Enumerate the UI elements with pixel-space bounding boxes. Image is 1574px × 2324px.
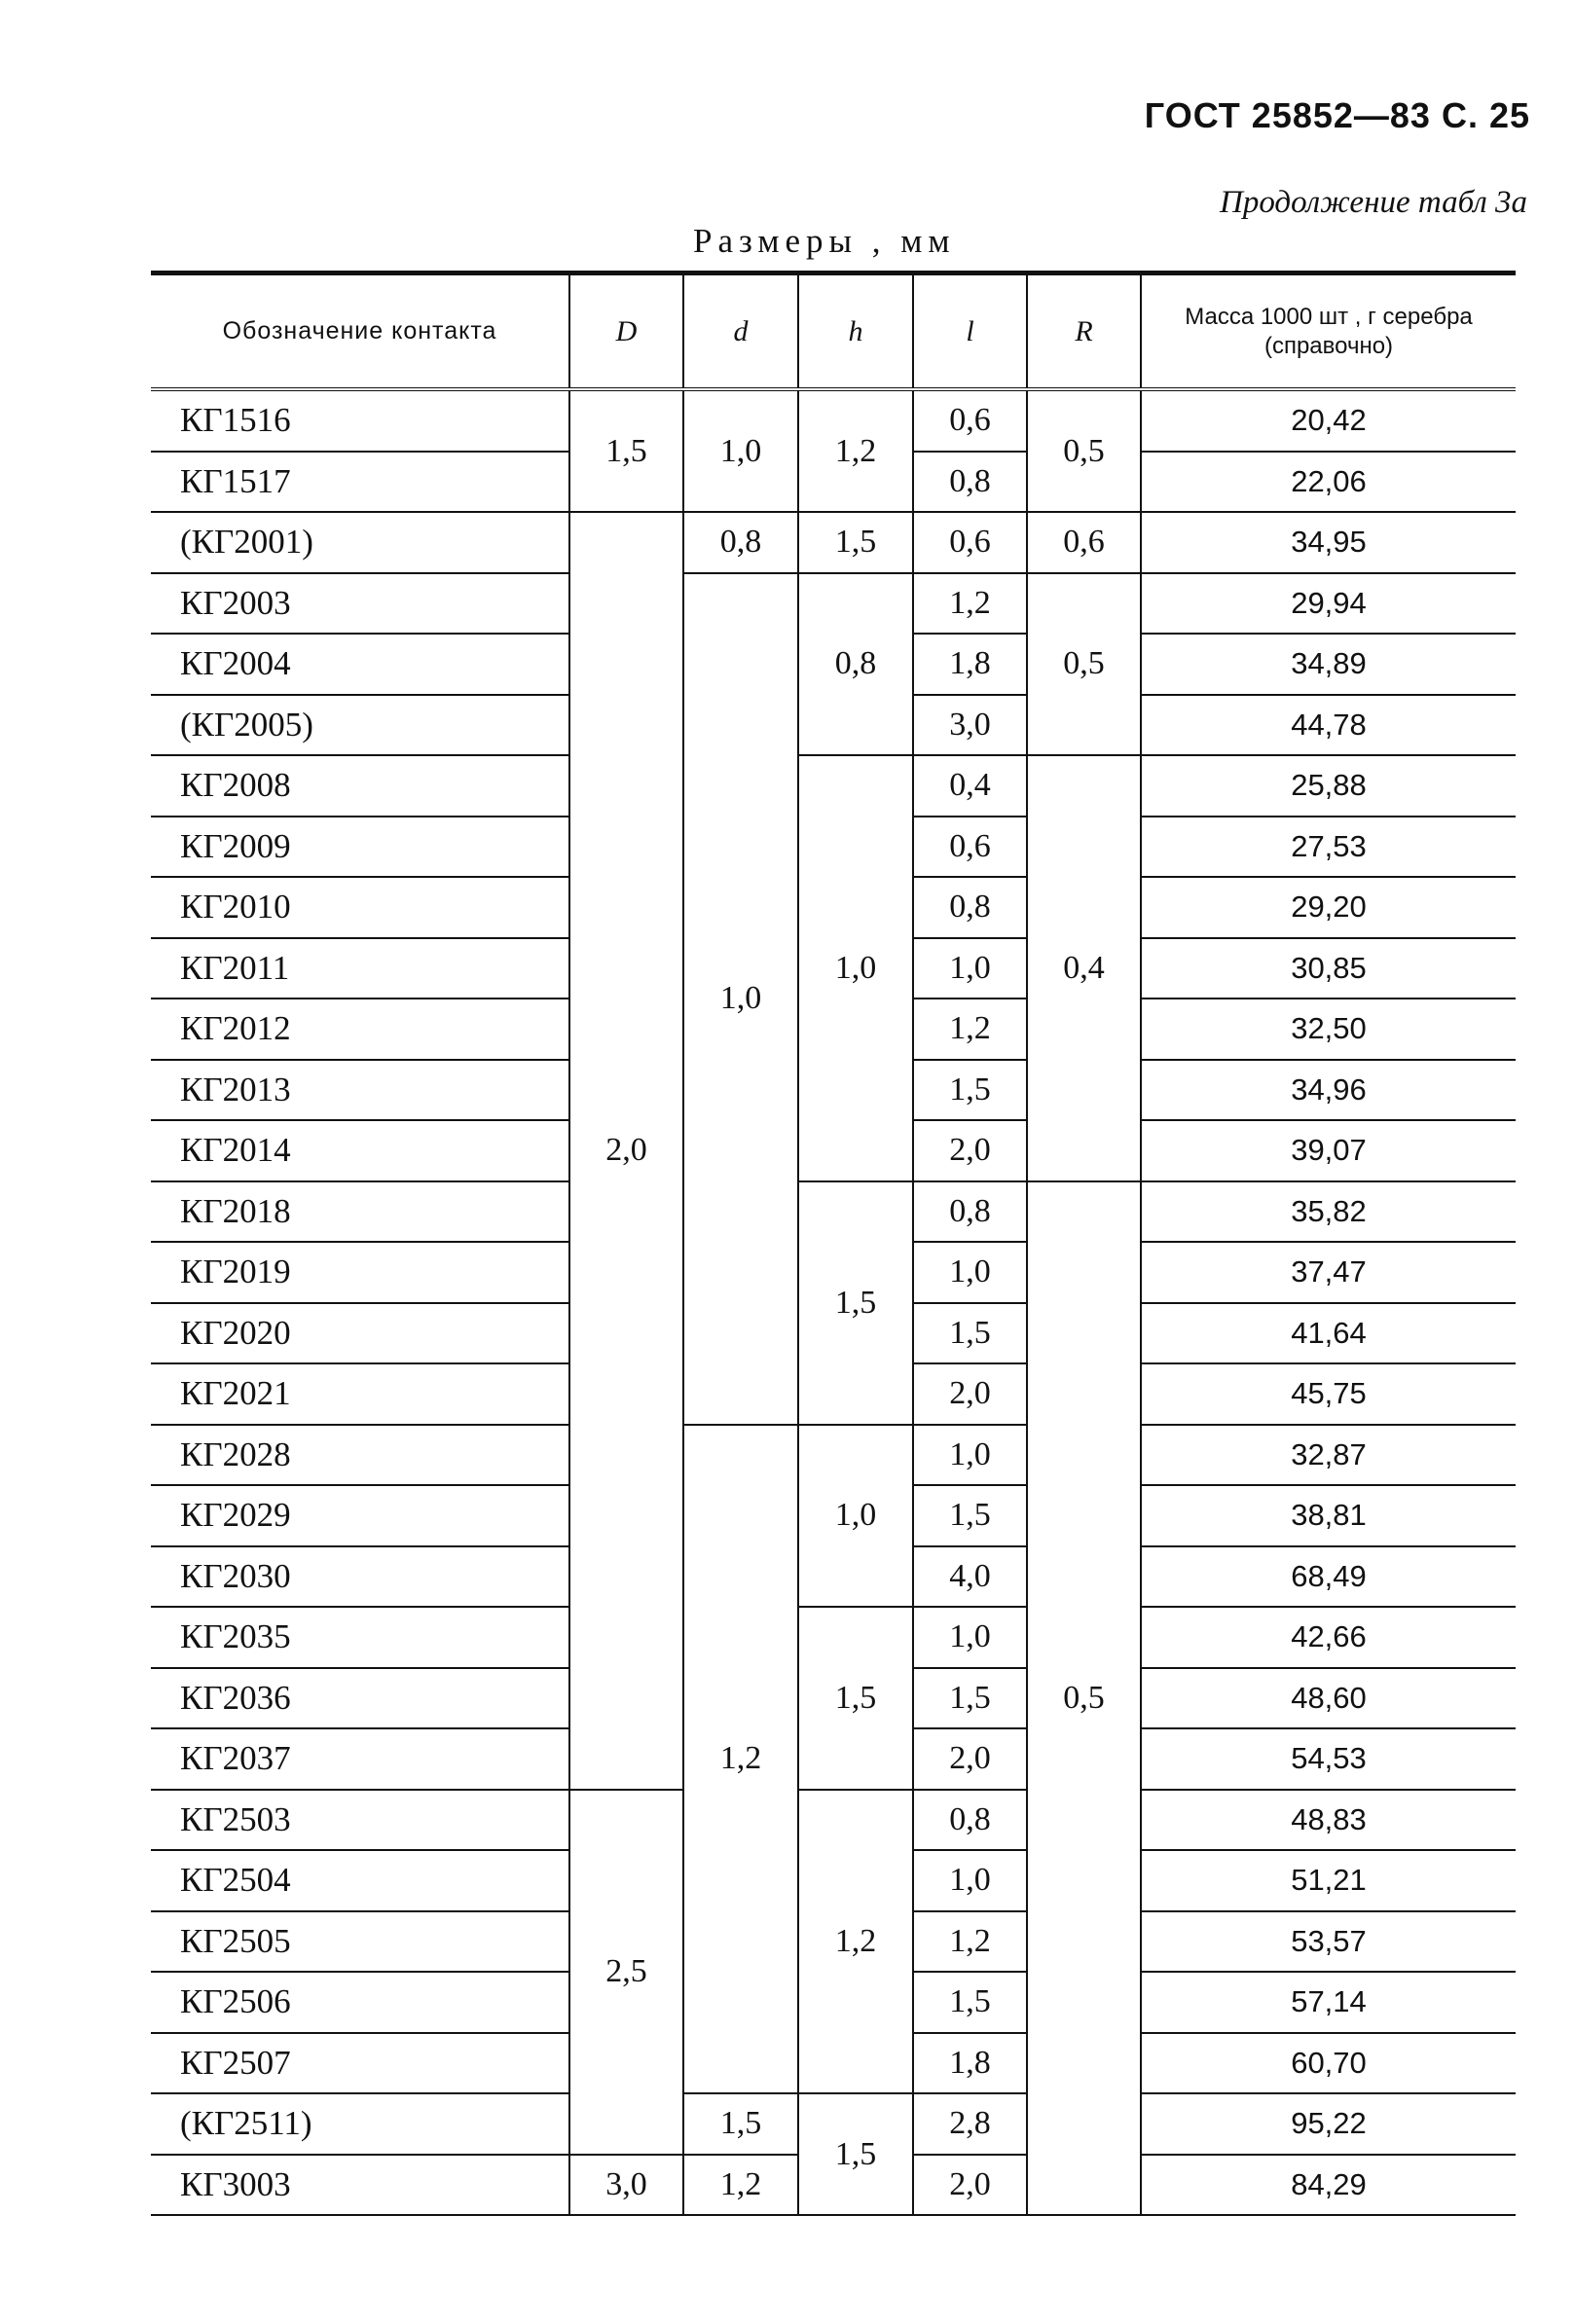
cell-contact-designation: КГ2009 <box>151 817 569 878</box>
cell-contact-designation: КГ2003 <box>151 573 569 635</box>
table-row <box>151 2093 1516 2155</box>
cell-h-group: 1,5 <box>798 2093 913 2215</box>
cell-l: 1,5 <box>913 1668 1027 1729</box>
cell-R-group: 0,5 <box>1027 573 1141 756</box>
cell-contact-designation: КГ2010 <box>151 877 569 938</box>
cell-contact-designation: КГ2507 <box>151 2033 569 2094</box>
document-reference: ГОСТ 25852—83 С. 25 <box>1144 95 1530 135</box>
table-row <box>151 1425 1516 1486</box>
cell-mass: 32,87 <box>1141 1425 1516 1486</box>
cell-l: 1,0 <box>913 938 1027 999</box>
cell-mass: 34,89 <box>1141 634 1516 695</box>
cell-mass: 44,78 <box>1141 695 1516 756</box>
cell-mass: 48,83 <box>1141 1790 1516 1851</box>
cell-l: 1,0 <box>913 1425 1027 1486</box>
cell-l: 0,8 <box>913 452 1027 513</box>
cell-h-group: 1,5 <box>798 512 913 573</box>
cell-contact-designation: КГ2014 <box>151 1120 569 1181</box>
cell-contact-designation: КГ2013 <box>151 1060 569 1121</box>
cell-contact-designation: КГ2503 <box>151 1790 569 1851</box>
table-row <box>151 573 1516 635</box>
cell-l: 1,5 <box>913 1060 1027 1121</box>
cell-h-group: 1,0 <box>798 1425 913 1608</box>
table-row <box>151 1607 1516 1668</box>
cell-mass: 27,53 <box>1141 817 1516 878</box>
header-h: h <box>798 273 913 390</box>
header-mass: Масса 1000 шт , г серебра (справочно) <box>1141 273 1516 390</box>
cell-contact-designation: КГ2028 <box>151 1425 569 1486</box>
cell-l: 1,0 <box>913 1607 1027 1668</box>
cell-mass: 53,57 <box>1141 1911 1516 1973</box>
cell-mass: 32,50 <box>1141 999 1516 1060</box>
cell-contact-designation: КГ2012 <box>151 999 569 1060</box>
cell-l: 1,2 <box>913 999 1027 1060</box>
cell-mass: 51,21 <box>1141 1850 1516 1911</box>
cell-l: 2,8 <box>913 2093 1027 2155</box>
cell-contact-designation: КГ2506 <box>151 1972 569 2033</box>
cell-l: 2,0 <box>913 2155 1027 2216</box>
cell-d-group: 1,0 <box>683 573 798 1425</box>
cell-mass: 48,60 <box>1141 1668 1516 1729</box>
table-row <box>151 1181 1516 1243</box>
cell-contact-designation: (КГ2511) <box>151 2093 569 2155</box>
cell-mass: 38,81 <box>1141 1485 1516 1546</box>
cell-l: 0,6 <box>913 389 1027 452</box>
header-l: l <box>913 273 1027 390</box>
cell-h-group: 1,2 <box>798 1790 913 2094</box>
cell-d-group: 1,0 <box>683 389 798 512</box>
cell-mass: 57,14 <box>1141 1972 1516 2033</box>
header-R: R <box>1027 273 1141 390</box>
cell-l: 4,0 <box>913 1546 1027 1608</box>
cell-mass: 20,42 <box>1141 389 1516 452</box>
cell-mass: 42,66 <box>1141 1607 1516 1668</box>
cell-mass: 95,22 <box>1141 2093 1516 2155</box>
cell-R-group: 0,5 <box>1027 1181 1141 2216</box>
cell-contact-designation: КГ2008 <box>151 755 569 817</box>
table-row <box>151 389 1516 452</box>
cell-contact-designation: КГ2030 <box>151 1546 569 1608</box>
table-row <box>151 1790 1516 1851</box>
cell-contact-designation: КГ2011 <box>151 938 569 999</box>
cell-contact-designation: КГ2020 <box>151 1303 569 1364</box>
cell-l: 1,5 <box>913 1485 1027 1546</box>
cell-contact-designation: КГ2504 <box>151 1850 569 1911</box>
cell-l: 2,0 <box>913 1363 1027 1425</box>
cell-l: 2,0 <box>913 1120 1027 1181</box>
cell-mass: 34,96 <box>1141 1060 1516 1121</box>
cell-D-group: 1,5 <box>569 389 683 512</box>
cell-mass: 45,75 <box>1141 1363 1516 1425</box>
cell-contact-designation: КГ2018 <box>151 1181 569 1243</box>
cell-mass: 41,64 <box>1141 1303 1516 1364</box>
cell-l: 1,0 <box>913 1850 1027 1911</box>
cell-contact-designation: (КГ2001) <box>151 512 569 573</box>
cell-contact-designation: КГ1516 <box>151 389 569 452</box>
cell-mass: 68,49 <box>1141 1546 1516 1608</box>
header-D: D <box>569 273 683 390</box>
cell-mass: 54,53 <box>1141 1728 1516 1790</box>
cell-l: 2,0 <box>913 1728 1027 1790</box>
cell-contact-designation: КГ2021 <box>151 1363 569 1425</box>
cell-l: 0,6 <box>913 817 1027 878</box>
cell-d-group: 0,8 <box>683 512 798 573</box>
cell-l: 0,8 <box>913 877 1027 938</box>
cell-contact-designation: КГ2037 <box>151 1728 569 1790</box>
cell-R-group: 0,4 <box>1027 755 1141 1181</box>
dimensions-label: Размеры , мм <box>693 222 956 260</box>
cell-l: 1,2 <box>913 573 1027 635</box>
cell-contact-designation: КГ2019 <box>151 1242 569 1303</box>
header-contact-designation: Обозначение контакта <box>151 273 569 390</box>
cell-contact-designation: КГ2004 <box>151 634 569 695</box>
table-row <box>151 512 1516 573</box>
cell-l: 0,8 <box>913 1790 1027 1851</box>
cell-contact-designation: КГ3003 <box>151 2155 569 2216</box>
cell-l: 0,4 <box>913 755 1027 817</box>
cell-mass: 39,07 <box>1141 1120 1516 1181</box>
cell-h-group: 1,2 <box>798 389 913 512</box>
cell-l: 0,8 <box>913 1181 1027 1243</box>
cell-h-group: 1,5 <box>798 1181 913 1425</box>
cell-l: 1,0 <box>913 1242 1027 1303</box>
cell-D-group: 3,0 <box>569 2155 683 2216</box>
cell-mass: 60,70 <box>1141 2033 1516 2094</box>
table-row <box>151 755 1516 817</box>
cell-mass: 25,88 <box>1141 755 1516 817</box>
cell-R-group: 0,5 <box>1027 389 1141 512</box>
cell-d-group: 1,2 <box>683 2155 798 2216</box>
cell-mass: 84,29 <box>1141 2155 1516 2216</box>
cell-contact-designation: КГ2029 <box>151 1485 569 1546</box>
cell-l: 1,8 <box>913 634 1027 695</box>
table-header-row <box>151 273 1516 390</box>
cell-h-group: 0,8 <box>798 573 913 756</box>
cell-l: 1,5 <box>913 1972 1027 2033</box>
cell-l: 3,0 <box>913 695 1027 756</box>
header-d: d <box>683 273 798 390</box>
cell-contact-designation: КГ2036 <box>151 1668 569 1729</box>
cell-D-group: 2,0 <box>569 512 683 1790</box>
cell-contact-designation: (КГ2005) <box>151 695 569 756</box>
cell-D-group: 2,5 <box>569 1790 683 2155</box>
cell-mass: 30,85 <box>1141 938 1516 999</box>
cell-d-group: 1,5 <box>683 2093 798 2155</box>
cell-l: 1,8 <box>913 2033 1027 2094</box>
cell-mass: 34,95 <box>1141 512 1516 573</box>
cell-mass: 35,82 <box>1141 1181 1516 1243</box>
cell-l: 0,6 <box>913 512 1027 573</box>
cell-l: 1,5 <box>913 1303 1027 1364</box>
cell-contact-designation: КГ1517 <box>151 452 569 513</box>
cell-contact-designation: КГ2505 <box>151 1911 569 1973</box>
cell-h-group: 1,0 <box>798 755 913 1181</box>
cell-mass: 22,06 <box>1141 452 1516 513</box>
cell-contact-designation: КГ2035 <box>151 1607 569 1668</box>
cell-R-group: 0,6 <box>1027 512 1141 573</box>
cell-l: 1,2 <box>913 1911 1027 1973</box>
cell-h-group: 1,5 <box>798 1607 913 1790</box>
contacts-table <box>151 271 1516 2216</box>
cell-mass: 29,20 <box>1141 877 1516 938</box>
cell-d-group: 1,2 <box>683 1425 798 2094</box>
cell-mass: 29,94 <box>1141 573 1516 635</box>
cell-mass: 37,47 <box>1141 1242 1516 1303</box>
table-continuation-label: Продолжение табл 3а <box>1220 185 1527 220</box>
